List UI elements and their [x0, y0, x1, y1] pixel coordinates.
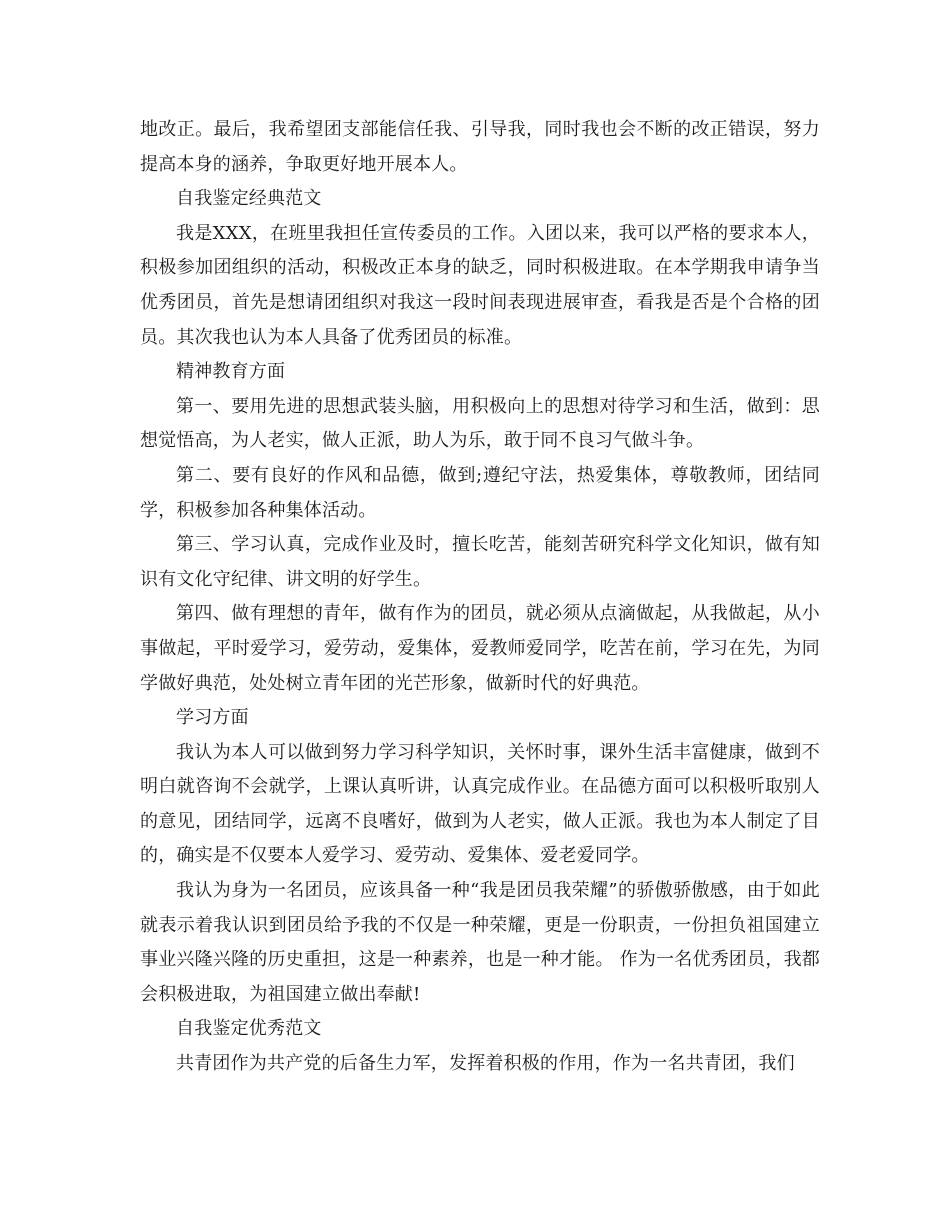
body-paragraph: 我是XXX，在班里我担任宣传委员的工作。入团以来，我可以严格的要求本人，积极参加团组织的活动，积极改正本身的缺乏，同时积极进取。在本学期我申请争当优秀团员，首先是想请团组织对我这一段时间表现进展审查，看我是否是个合格的团员。其次我也认为本人具备了优秀团员的标准。	[140, 222, 820, 348]
section-heading-spiritual-education: 精神教育方面	[176, 361, 286, 383]
section-heading-classic-sample: 自我鉴定经典范文	[176, 188, 322, 210]
body-paragraph: 第三、学习认真，完成作业及时，擅长吃苦，能刻苦研究科学文化知识，做有知识有文化守纪律、讲文明的好学生。	[140, 534, 820, 590]
body-paragraph: 我认为本人可以做到努力学习科学知识，关怀时事，课外生活丰富健康，做到不明白就咨询不会就学，上课认真听讲，认真完成作业。在品德方面可以积极听取别人的意见，团结同学，远离不良嗜好，做到为人老实，做人正派。我也为本人制定了目的，确实是不仅要本人爱学习、爱劳动、爱集体、爱老爱同学。	[140, 741, 820, 867]
body-paragraph: 我认为身为一名团员，应该具备一种“我是团员我荣耀”的骄傲骄傲感，由于如此就表示着我认识到团员给予我的不仅是一种荣耀，更是一份职责，一份担负祖国建立事业兴隆兴隆的历史重担，这是一种素养，也是一种才能。 作为一名优秀团员，我都会积极进取，为祖国建立做出奉献!	[140, 880, 820, 1005]
section-heading-excellent-sample: 自我鉴定优秀范文	[176, 1018, 322, 1040]
body-paragraph: 第二、要有良好的作风和品德，做到;遵纪守法，热爱集体，尊敬教师，团结同学，积极参加各种集体活动。	[140, 464, 820, 521]
continuation-paragraph: 地改正。最后，我希望团支部能信任我、引导我，同时我也会不断的改正错误，努力提高本身的涵养，争取更好地开展本人。	[140, 119, 820, 175]
body-paragraph: 共青团作为共产党的后备生力军，发挥着积极的作用，作为一名共青团，我们	[176, 1053, 795, 1075]
document-body	[140, 113, 820, 1082]
section-heading-study: 学习方面	[176, 707, 249, 729]
body-paragraph: 第一、要用先进的思想武装头脑，用积极向上的思想对待学习和生活，做到：思想觉悟高，为人老实，做人正派，助人为乐，敢于同不良习气做斗争。	[140, 395, 820, 452]
body-paragraph: 第四、做有理想的青年，做有作为的团员，就必须从点滴做起，从我做起，从小事做起，平时爱学习，爱劳动，爱集体，爱教师爱同学，吃苦在前，学习在先，为同学做好典范，处处树立青年团的光芒形象，做新时代的好典范。	[140, 603, 820, 694]
